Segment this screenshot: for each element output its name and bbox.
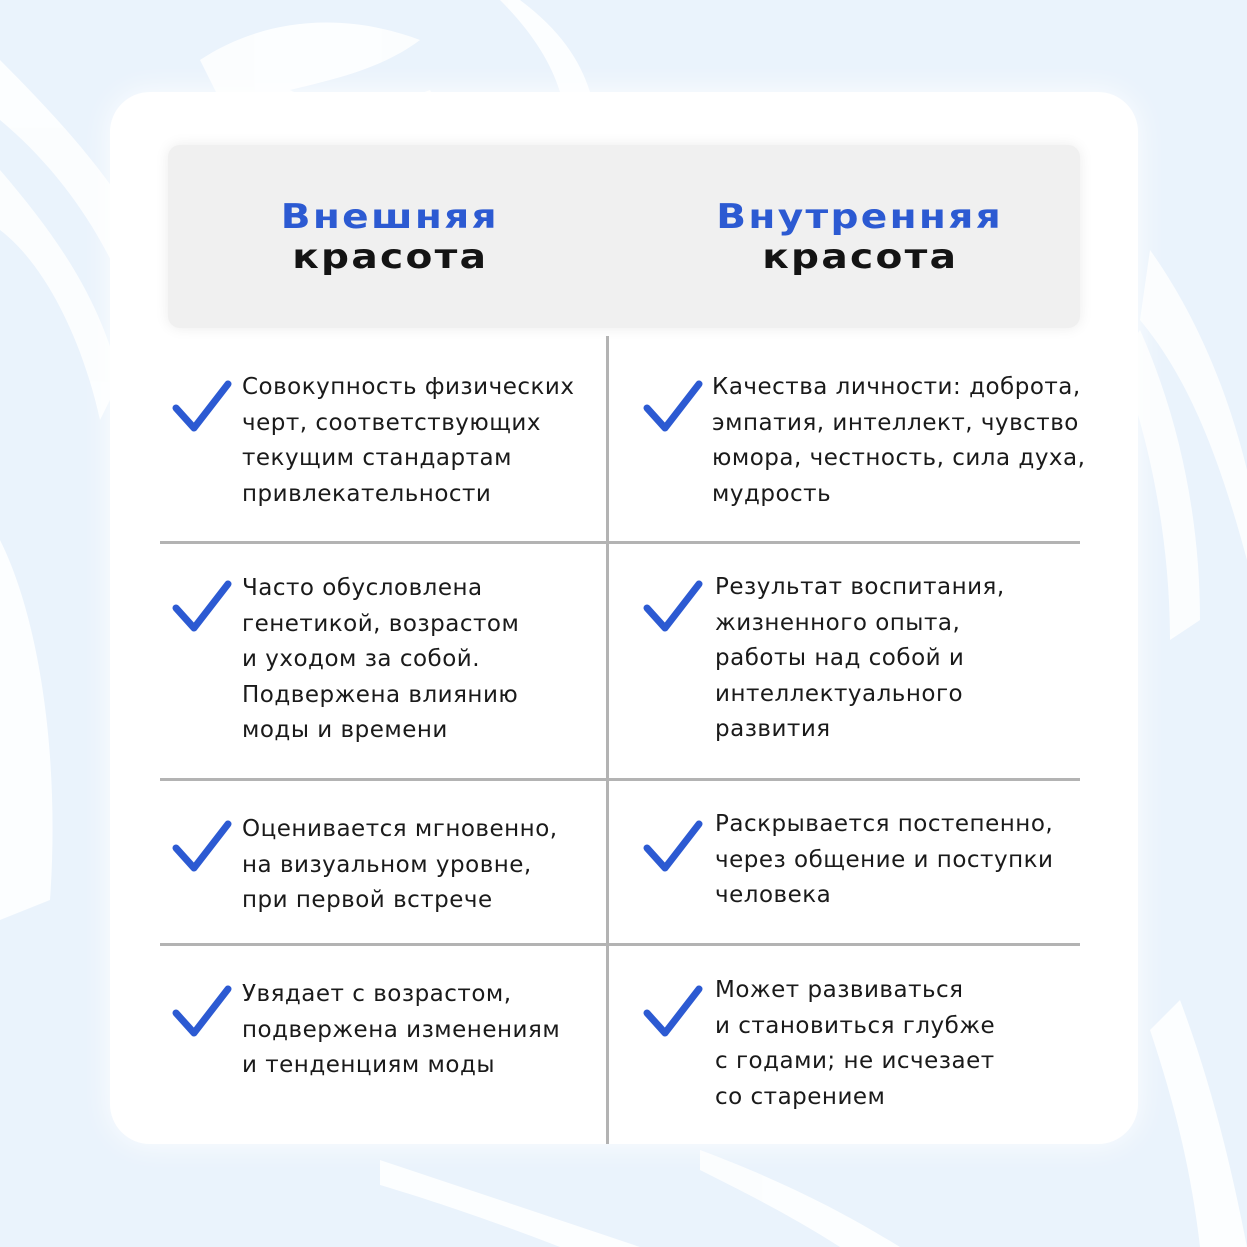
header-outer-beauty bbox=[168, 145, 612, 328]
checkmark-icon bbox=[643, 983, 703, 1039]
cell-inner-3 bbox=[715, 807, 1053, 914]
text-line: Оценивается мгновенно, bbox=[242, 816, 558, 842]
text-line: со старением bbox=[715, 1083, 886, 1110]
cell-inner-1 bbox=[712, 370, 1085, 512]
row-divider bbox=[160, 943, 1080, 946]
header-right-line1: Внутренняя bbox=[716, 196, 1004, 237]
checkmark-icon bbox=[172, 983, 232, 1039]
text-line: мудрость bbox=[712, 480, 832, 507]
text-line: Качества личности: доброта, bbox=[712, 374, 1081, 400]
text-line: Часто обусловлена bbox=[242, 575, 483, 601]
checkmark-icon bbox=[172, 378, 232, 434]
header-left-line2: красота bbox=[291, 236, 489, 277]
header-right-line2: красота bbox=[761, 236, 959, 277]
row-divider bbox=[160, 541, 1080, 544]
cell-outer-2 bbox=[242, 571, 519, 749]
text-line: работы над собой и bbox=[715, 645, 965, 671]
text-line: через общение и поступки bbox=[715, 846, 1054, 873]
header-left-line1: Внешняя bbox=[280, 196, 500, 237]
text-line: текущим стандартам bbox=[242, 445, 512, 471]
header-inner-beauty bbox=[638, 145, 1082, 328]
text-line: генетикой, возрастом bbox=[242, 610, 520, 637]
text-line: и становиться глубже bbox=[715, 1012, 996, 1039]
checkmark-icon bbox=[172, 578, 232, 634]
checkmark-icon bbox=[172, 818, 232, 874]
text-line: подвержена изменениям bbox=[242, 1016, 561, 1043]
cell-outer-1 bbox=[242, 370, 574, 512]
text-line: при первой встрече bbox=[242, 887, 493, 913]
cell-inner-4 bbox=[715, 973, 995, 1115]
cell-outer-3 bbox=[242, 812, 558, 919]
text-line: Результат воспитания, bbox=[715, 574, 1005, 600]
text-line: юмора, честность, сила духа, bbox=[712, 445, 1086, 471]
text-line: и тенденциям моды bbox=[242, 1052, 496, 1078]
text-line: моды и времени bbox=[242, 717, 448, 743]
text-line: Может развиваться bbox=[715, 977, 964, 1003]
text-line: Раскрывается постепенно, bbox=[715, 811, 1054, 837]
text-line: интеллектуального bbox=[715, 680, 964, 707]
text-line: с годами; не исчезает bbox=[715, 1048, 995, 1074]
table-header bbox=[168, 145, 1080, 328]
cell-inner-2 bbox=[715, 570, 1005, 748]
checkmark-icon bbox=[643, 818, 703, 874]
text-line: и уходом за собой. bbox=[242, 646, 481, 672]
checkmark-icon bbox=[643, 578, 703, 634]
text-line: развития bbox=[715, 716, 831, 742]
text-line: привлекательности bbox=[242, 480, 492, 507]
text-line: эмпатия, интеллект, чувство bbox=[712, 409, 1079, 436]
row-divider bbox=[160, 778, 1080, 781]
text-line: на визуальном уровне, bbox=[242, 851, 532, 878]
text-line: жизненного опыта, bbox=[715, 609, 961, 636]
checkmark-icon bbox=[643, 378, 703, 434]
cell-outer-4 bbox=[242, 977, 560, 1084]
text-line: Подвержена влиянию bbox=[242, 681, 519, 708]
text-line: черт, соответствующих bbox=[242, 409, 541, 436]
text-line: человека bbox=[715, 882, 832, 908]
text-line: Совокупность физических bbox=[242, 374, 575, 400]
column-divider bbox=[606, 336, 609, 1144]
text-line: Увядает с возрастом, bbox=[242, 981, 512, 1007]
